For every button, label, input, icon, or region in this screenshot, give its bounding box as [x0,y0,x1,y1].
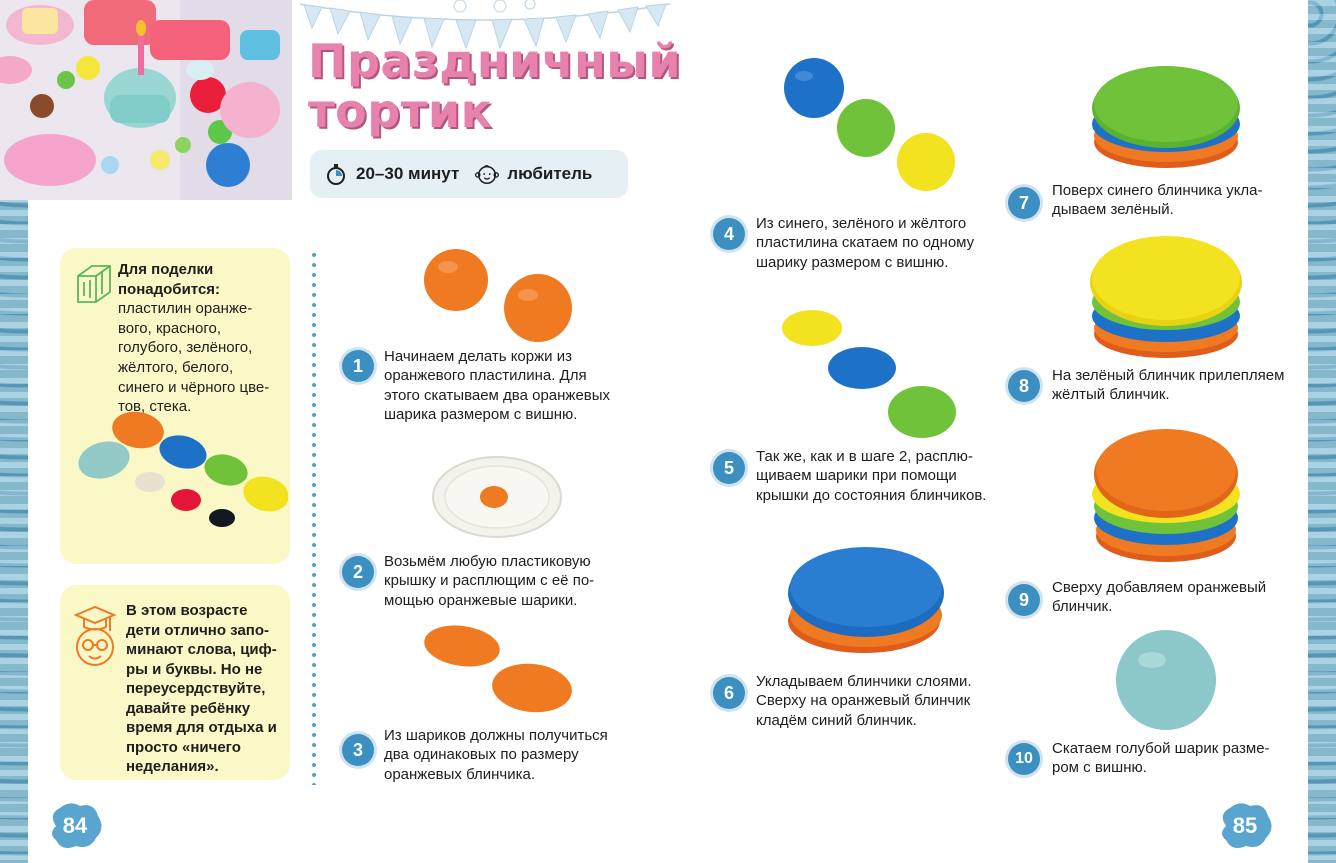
finished-cakes-photo [0,0,292,200]
step-1-illustration [420,245,580,345]
step-9-text: Сверху добавляем оранжевый блинчик. [1052,579,1267,616]
step-4-number: 4 [713,218,745,250]
page-number-left: 84 [46,800,104,852]
step-10-illustration [1114,628,1218,732]
right-page-border [1308,0,1336,863]
step-7-illustration [1088,62,1244,172]
step-8-illustration [1088,232,1244,364]
step-5-number: 5 [713,452,745,484]
step-2-illustration [430,455,566,541]
step-7-number: 7 [1008,187,1040,219]
step-3-number: 3 [342,734,374,766]
step-8-text: На зелёный блинчик прилепляем жёлтый блинчик. [1052,367,1285,404]
page-number-right: 85 [1216,800,1274,852]
step-4-illustration [780,58,960,194]
step-6-illustration [786,545,946,657]
step-6-number: 6 [713,677,745,709]
step-4-text: Из синего, зелёного и жёлтого пластилина скатаем по одному шарику размером с вишню. [756,215,975,271]
supplies-panel [60,248,290,564]
level-text: любитель [507,164,593,183]
stopwatch-icon [324,162,348,186]
step-7-text: Поверх синего блинчика укладываем зелёный. [1052,182,1263,219]
step-1-text: Начинаем делать коржи из оранжевого пластилина. Для этого скатываем два оранжевых шарика размером с вишню. [384,348,611,424]
step-5-illustration [780,308,960,444]
supplies-text-block [118,260,280,417]
supplies-list: пластилин оранжевого, красного, голубого, зелёного, жёлтого, белого, синего и чёрного цветов, стека. [118,300,270,416]
time-level-bar [310,150,628,198]
dotted-divider [312,250,316,785]
step-5-text: Так же, как и в шаге 2, расплющиваем шарики при помощи крышки до состояния блинчиков. [756,448,987,504]
step-2-text: Возьмём любую пластиковую крышку и расплющим с её помощью оранжевые шарики. [384,553,595,609]
step-9-illustration [1088,428,1244,568]
step-6-text: Укладываем блинчики слоями. Сверху на оранжевый блинчик кладём синий блинчик. [756,673,972,729]
title-line-1: Праздничный [308,34,682,88]
time-text: 20–30 минут [356,164,460,183]
page-title [308,36,681,136]
step-3-illustration [422,622,578,716]
tip-text: В этом возрасте дети отлично запоминают слова, цифры и буквы. Но не переусердствуйте, давайте ребёнку время для отдыха и просто «ничего неделания». [126,602,277,775]
plasticine-sticks-illustration [68,408,288,538]
baby-face-icon [475,162,499,186]
title-line-2: тортик [308,84,493,138]
step-9-number: 9 [1008,584,1040,616]
step-8-number: 8 [1008,370,1040,402]
step-3-text: Из шариков должны получиться два одинаковых по размеру оранжевых блинчика. [384,727,608,783]
graduate-owl-icon [70,601,120,669]
step-1-number: 1 [342,350,374,382]
supplies-heading: Для поделки понадобится: [118,261,221,298]
parent-tip-panel [60,585,290,780]
step-2-number: 2 [342,556,374,588]
step-10-text: Скатаем голубой шарик размером с вишню. [1052,740,1270,777]
step-10-number: 10 [1008,743,1040,775]
plasticine-box-icon [74,262,114,306]
